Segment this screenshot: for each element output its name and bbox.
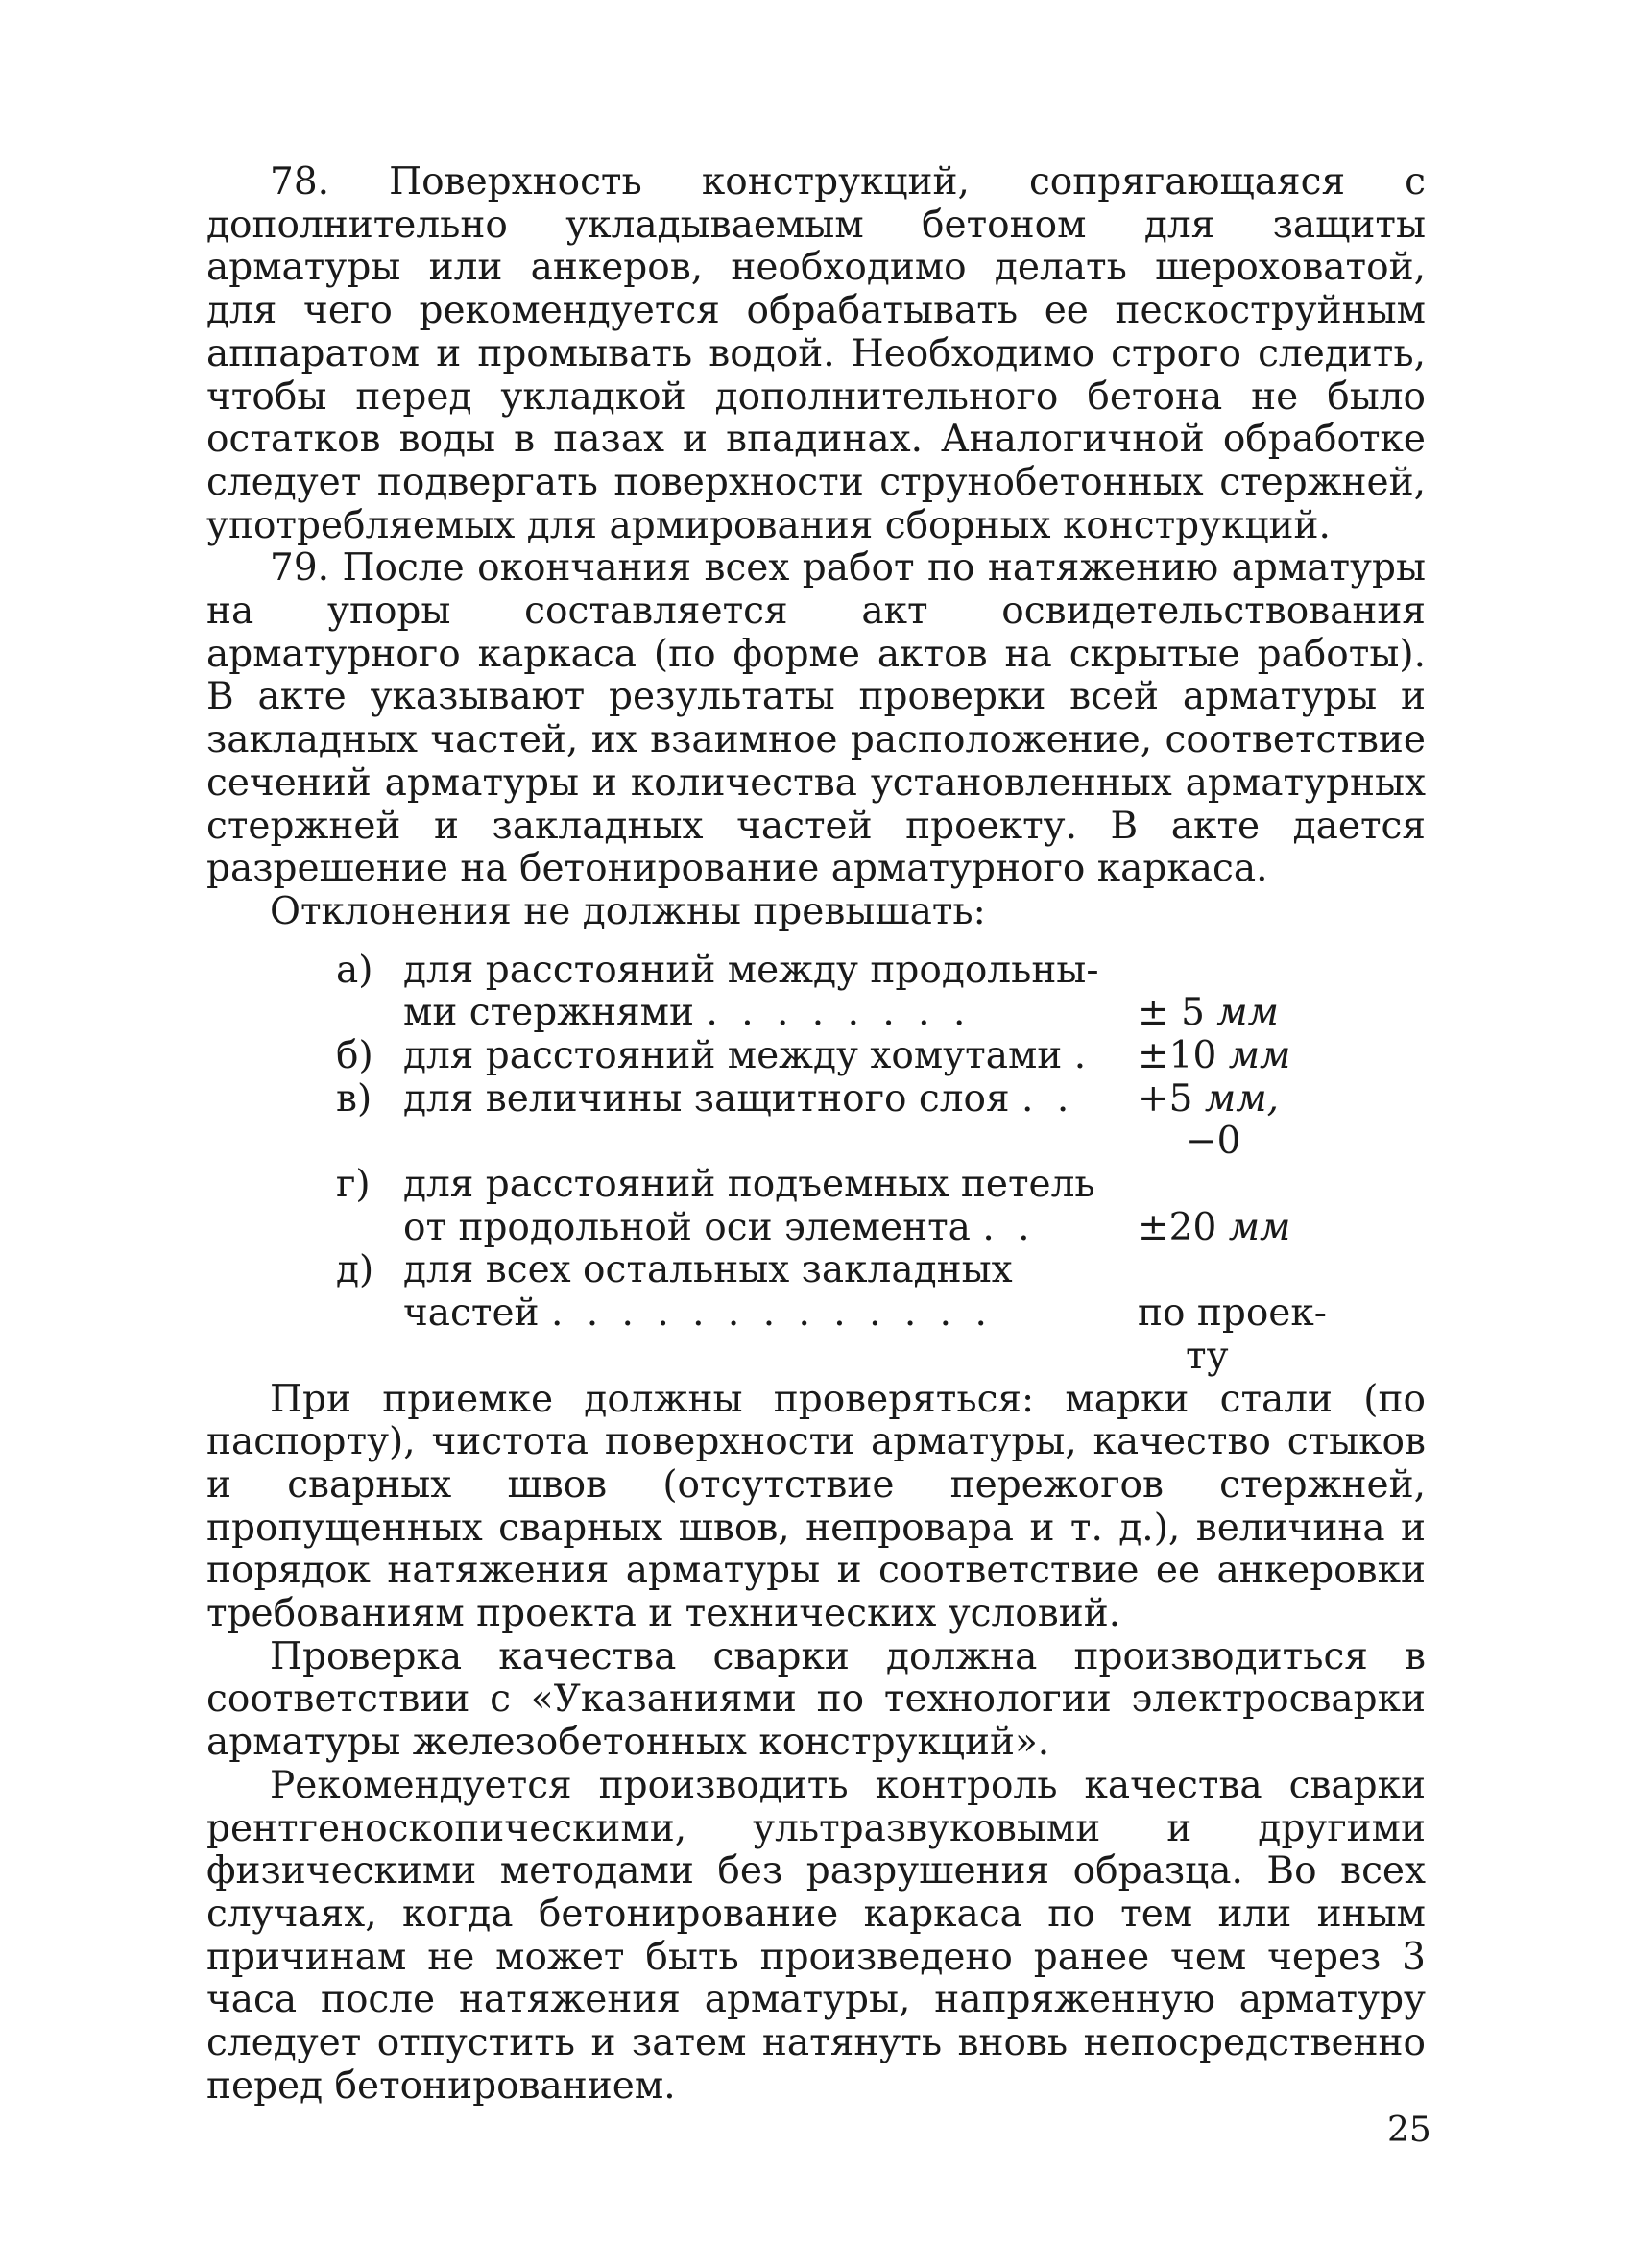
deviation-d-text-2: частей bbox=[403, 1291, 540, 1336]
deviation-b-text: для расстояний между хомутами bbox=[403, 1034, 1063, 1078]
deviation-v-value2: −0 bbox=[1186, 1120, 1241, 1164]
deviation-g-line1 bbox=[206, 1164, 1426, 1207]
paragraph-78: 78. Поверхность конструкций, сопрягающаяся с дополнительно укладываемым бетоном для защиты арматуры или анкеров, необходимо делать шероховатой, для чего рекомендуется обрабатывать ее пескоструйным аппаратом и промывать водой. Необходимо строго следить, чтобы перед укладкой дополнительного бетона не было остатков воды в пазах и впадинах. Аналогичной обработке следует подвергать поверхности струнобетонных стержней, употребляемых для армирования сборных конструкций. bbox=[206, 160, 1426, 547]
deviation-d-value-2: ту bbox=[1186, 1334, 1229, 1378]
deviation-g-text-2: от продольной оси элемента bbox=[403, 1205, 971, 1249]
deviation-g-dots: . . bbox=[982, 1205, 1036, 1249]
deviation-a-line1 bbox=[206, 950, 1426, 993]
paragraph-79: 79. После окончания всех работ по натяжению арматуры на упоры составляется акт освидетельствования арматурного каркаса (по форме актов на скрытые работы). В акте указывают результаты проверки всей арматуры и закладных частей, их взаимное расположение, соответствие сечений арматуры и количества установленных арматурных стержней и закладных частей проекту. В акте дается разрешение на бетонирование арматурного каркаса. bbox=[206, 546, 1426, 891]
deviation-a-text-1: для расстояний между продольны- bbox=[403, 948, 1099, 992]
deviation-v bbox=[206, 1078, 1426, 1122]
deviation-v-value: +5 bbox=[1138, 1076, 1193, 1121]
deviation-g-unit: мм bbox=[1228, 1205, 1291, 1249]
deviation-v-text: для величины защитного слоя bbox=[403, 1076, 1010, 1121]
deviation-d-label: д) bbox=[336, 1248, 374, 1292]
deviation-b bbox=[206, 1035, 1426, 1078]
deviations-list bbox=[206, 950, 1426, 1379]
deviation-a-unit: мм bbox=[1216, 991, 1279, 1035]
page-number: 25 bbox=[1387, 2111, 1431, 2150]
deviation-d-line3 bbox=[206, 1336, 1426, 1379]
paragraph-recommendation: Рекомендуется производить контроль качества сварки рентгеноскопическими, ультразвуковыми и другими физическими методами без разрушения образца. Во всех случаях, когда бетонирование каркаса по тем или иным причинам не может быть произведено ранее чем через 3 часа после натяжения арматуры, напряженную арматуру следует отпустить и затем натянуть вновь непосредственно перед бетонированием. bbox=[206, 1763, 1426, 2108]
deviation-v-label: в) bbox=[336, 1076, 372, 1121]
deviation-d-value-1: по проек- bbox=[1138, 1291, 1327, 1336]
paragraph-welding-check: Проверка качества сварки должна производиться в соответствии с «Указаниями по технологии электросварки арматуры железобетонных конструкций». bbox=[206, 1634, 1426, 1765]
deviation-b-unit: мм bbox=[1228, 1034, 1291, 1078]
deviations-intro: Отклонения не должны превышать: bbox=[270, 889, 986, 933]
deviation-d-text-1: для всех остальных закладных bbox=[403, 1248, 1013, 1292]
deviation-d-line1 bbox=[206, 1249, 1426, 1292]
deviation-a-value: ± 5 bbox=[1138, 991, 1205, 1035]
deviation-b-dots: . bbox=[1073, 1034, 1093, 1078]
deviation-g-label: г) bbox=[336, 1163, 371, 1207]
deviation-a-line2 bbox=[206, 992, 1426, 1035]
deviation-v-dots: . . bbox=[1021, 1076, 1075, 1121]
deviation-a-text-2: ми стержнями bbox=[403, 991, 694, 1035]
deviation-b-value: ±10 bbox=[1138, 1034, 1217, 1078]
deviation-g-value: ±20 bbox=[1138, 1205, 1217, 1249]
deviation-a-dots: . . . . . . . . bbox=[706, 991, 972, 1035]
paragraph-acceptance: При приемке должны проверяться: марки стали (по паспорту), чистота поверхности арматуры, качество стыков и сварных швов (отсутствие пережогов стержней, пропущенных сварных швов, непровара и т. д.), величина и порядок натяжения арматуры и соответствие ее анкеровки требованиям проекта и технических условий. bbox=[206, 1377, 1426, 1636]
body-text bbox=[206, 161, 1426, 2108]
deviation-a-label: а) bbox=[336, 948, 373, 992]
deviation-g-text-1: для расстояний подъемных петель bbox=[403, 1163, 1095, 1207]
deviation-v-unit: мм, bbox=[1204, 1076, 1279, 1121]
deviation-g-line2 bbox=[206, 1207, 1426, 1250]
deviation-b-label: б) bbox=[336, 1034, 373, 1078]
deviation-d-line2 bbox=[206, 1292, 1426, 1336]
deviation-v-line2 bbox=[206, 1121, 1426, 1164]
deviation-d-dots: . . . . . . . . . . . . . bbox=[550, 1291, 993, 1336]
